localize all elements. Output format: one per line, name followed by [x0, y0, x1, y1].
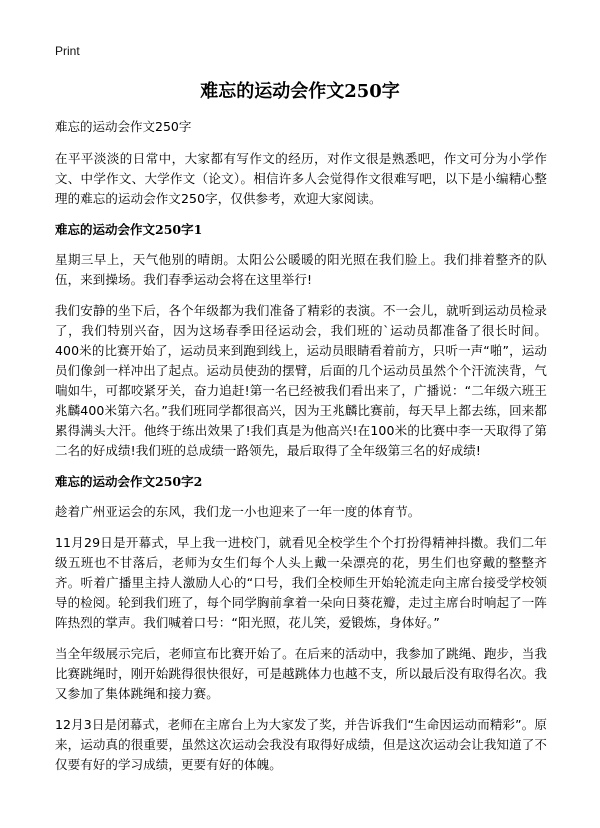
print-label: Print — [55, 44, 80, 58]
section-1-paragraph-1: 星期三早上，天气他别的晴朗。太阳公公暖暖的阳光照在我们脸上。我们排着整齐的队伍，来到操场。我们春季运动会将在这里举行! — [55, 252, 547, 287]
section-heading-1: 难忘的运动会作文250字1 — [55, 222, 203, 237]
section-2-paragraph-2: 11月29日是开幕式，早上我一进校门，就看见全校学生个个打扮得精神抖擞。我们二年级五班也不甘落后，老师为女生们每个人头上戴一朵漂亮的花，男生们也穿戴的整整齐齐。听着广播里主持人激励人心的“口号，我们全校师生开始轮流走向主席台接受学校领导的检阅。轮到我们班了，每个同学胸前拿着一朵向日葵花瓣，走过主席台时响起了一阵阵热烈的掌声。我们喊着口号：“阳光照，花儿笑，爱锻炼，身体好。” — [55, 535, 547, 630]
section-heading-2: 难忘的运动会作文250字2 — [55, 474, 203, 489]
section-1-paragraph-2: 我们安静的坐下后，各个年级都为我们准备了精彩的表演。不一会儿，就听到运动员检录了，我们特别兴奋，因为这场春季田径运动会，我们班的`运动员都准备了很长时间。400米的比赛开始了，运动员来到跑到线上，运动员眼睛看着前方，只听一声“啪”，运动员们像剑一样冲出了起点。运动员使劲的摆臂，后面的几个运动员虽然个个汗流浃背，气喘如牛，可都咬紧牙关，奋力追赶!第一名已经被我们看出来了，广播说：“二年级六班王兆麟400米第六名。”我们班同学都很高兴，因为王兆麟比赛前，每天早上都去练，回来都累得满头大汗。他终于练出效果了!我们真是为他高兴!在100米的比赛中李一天取得了第二名的好成绩!我们班的总成绩一路领先，最后取得了全年级第三名的好成绩! — [55, 303, 547, 458]
page-title: 难忘的运动会作文250字 — [200, 81, 400, 102]
article-subtitle: 难忘的运动会作文250字 — [55, 119, 192, 134]
section-2-paragraph-1: 趁着广州亚运会的东风，我们龙一小也迎来了一年一度的体育节。 — [55, 504, 421, 519]
intro-paragraph: 在平平淡淡的日常中，大家都有写作文的经历，对作文很是熟悉吧，作文可分为小学作文、中学作文、大学作文（论文）。相信许多人会觉得作文很难写吧，以下是小编精心整理的难忘的运动会作文250字，仅供参考，欢迎大家阅读。 — [55, 151, 547, 206]
section-2-paragraph-3: 当全年级展示完后，老师宣布比赛开始了。在后来的活动中，我参加了跳绳、跑步，当我比赛跳绳时，刚开始跳得很快很好，可是越跳体力也越不支，所以最后没有取得名次。我又参加了集体跳绳和接力赛。 — [55, 646, 547, 701]
section-2-paragraph-4: 12月3日是闭幕式，老师在主席台上为大家发了奖，并告诉我们“生命因运动而精彩”。原来，运动真的很重要，虽然这次运动会我没有取得好成绩，但是这次运动会让我知道了不仅要有好的学习成绩，更要有好的体魄。 — [55, 717, 547, 772]
article-body — [55, 117, 547, 786]
